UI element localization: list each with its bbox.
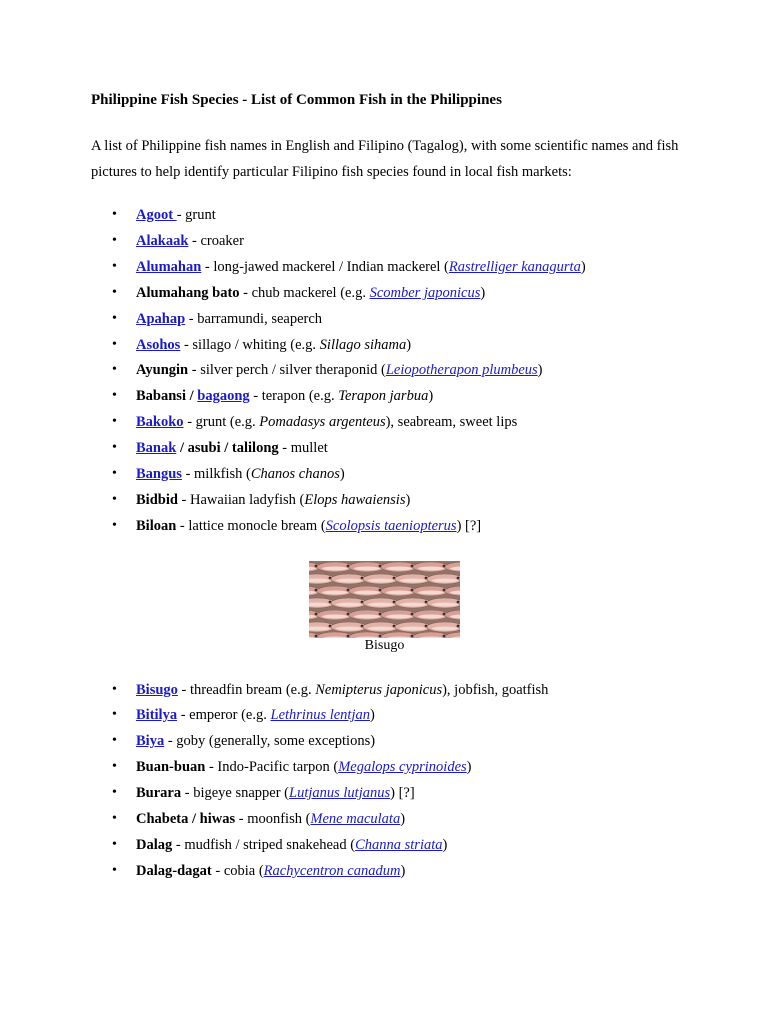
list-item-asohos xyxy=(136,335,411,355)
fish-name-link[interactable]: Apahap xyxy=(136,311,186,327)
fish-name: Dalag xyxy=(136,837,173,853)
fish-name: Ayungin xyxy=(136,362,189,378)
fish-desc: - mullet xyxy=(278,440,328,456)
fish-desc: - long-jawed mackerel / Indian mackerel ( xyxy=(201,259,449,275)
scientific-name: Chanos chanos xyxy=(250,466,340,482)
scientific-name-link[interactable]: Rachycentron canadum xyxy=(263,863,401,879)
fish-desc: - grunt xyxy=(176,207,216,223)
fish-desc: - terapon (e.g. xyxy=(249,388,339,404)
list-item-dalag xyxy=(136,835,447,855)
list-item-alakaak xyxy=(136,231,244,251)
fish-name-link[interactable]: Alumahan xyxy=(136,259,202,275)
fish-name-link[interactable]: Banak xyxy=(136,440,177,456)
list-item-burara xyxy=(136,783,415,803)
list-item-apahap xyxy=(136,309,322,329)
scientific-name: Elops hawaiensis xyxy=(304,492,406,508)
fish-name-alt: / asubi / talilong xyxy=(176,440,279,456)
list-item-babansi xyxy=(136,386,433,406)
fish-desc-tail: ) xyxy=(480,285,486,301)
scientific-name-link[interactable]: Channa striata xyxy=(355,837,443,853)
fish-desc: - Indo-Pacific tarpon ( xyxy=(205,759,339,775)
fish-name-link[interactable]: Bangus xyxy=(136,466,182,482)
list-item-biloan xyxy=(136,516,481,536)
list-item-biya xyxy=(136,731,375,751)
scientific-name: Pomadasys argenteus xyxy=(259,414,386,430)
fish-desc: - milkfish ( xyxy=(181,466,251,482)
fish-desc: - goby (generally, some exceptions) xyxy=(164,733,376,749)
fish-desc-tail: ) xyxy=(406,337,412,353)
fish-name: Chabeta / hiwas xyxy=(136,811,236,827)
scientific-name-link[interactable]: Scolopsis taeniopterus xyxy=(325,518,457,534)
scientific-name-link[interactable]: Mene maculata xyxy=(310,811,401,827)
fish-desc: - grunt (e.g. xyxy=(183,414,260,430)
fish-name: Babansi / xyxy=(136,388,198,404)
fish-desc: - croaker xyxy=(188,233,244,249)
list-item-bisugo xyxy=(136,680,548,700)
fish-name: Buan-buan xyxy=(136,759,206,775)
scientific-name-link[interactable]: Lutjanus lutjanus xyxy=(289,785,391,801)
fish-name: Burara xyxy=(136,785,182,801)
fish-name-link[interactable]: Bisugo xyxy=(136,682,178,698)
fish-desc: - moonfish ( xyxy=(235,811,311,827)
fish-desc: - threadfin bream (e.g. xyxy=(177,682,316,698)
fish-desc: - Hawaiian ladyfish ( xyxy=(177,492,305,508)
fish-desc-tail: ), seabream, sweet lips xyxy=(385,414,518,430)
fish-desc-tail: ) [?] xyxy=(390,785,415,801)
fish-desc: - lattice monocle bream ( xyxy=(176,518,326,534)
list-item-chabeta xyxy=(136,809,405,829)
fish-desc-tail: ) xyxy=(400,811,406,827)
fish-desc: - silver perch / silver theraponid ( xyxy=(188,362,386,378)
fish-desc-tail: ) [?] xyxy=(456,518,482,534)
fish-desc-tail: ) xyxy=(428,388,434,404)
fish-desc-tail: ) xyxy=(537,362,543,378)
fish-name-link[interactable]: Agoot xyxy=(136,207,177,223)
list-item-alumahang-bato xyxy=(136,283,485,303)
fish-name: Biloan xyxy=(136,518,177,534)
photo-caption: Bisugo xyxy=(364,638,405,653)
scientific-name: Sillago sihama xyxy=(319,337,407,353)
page-title: Philippine Fish Species - List of Common Fish in the Philippines xyxy=(91,92,502,108)
fish-desc-tail: ) xyxy=(405,492,411,508)
scientific-name-link[interactable]: Scomber japonicus xyxy=(369,285,481,301)
scientific-name: Terapon jarbua xyxy=(338,388,429,404)
fish-desc-tail: ) xyxy=(442,837,448,853)
fish-desc: - mudfish / striped snakehead ( xyxy=(172,837,356,853)
fish-desc: - cobia ( xyxy=(211,863,264,879)
intro-paragraph: A list of Philippine fish names in English and Filipino (Tagalog), with some scientific names and fish pictures to help identify particular Filipino fish species found in local fish markets: xyxy=(91,138,679,180)
scientific-name-link[interactable]: Rastrelliger kanagurta xyxy=(448,259,581,275)
bisugo-photo xyxy=(309,561,460,638)
fish-name: Bidbid xyxy=(136,492,178,508)
fish-desc-tail: ) xyxy=(580,259,586,275)
fish-name-link[interactable]: Bakoko xyxy=(136,414,184,430)
scientific-name-link[interactable]: Leiopotherapon plumbeus xyxy=(385,362,538,378)
fish-name-link[interactable]: Biya xyxy=(136,733,165,749)
fish-desc-tail: ) xyxy=(370,707,375,723)
list-item-dalag-dagat xyxy=(136,861,405,881)
fish-name-link[interactable]: Asohos xyxy=(136,337,181,353)
fish-desc-tail: ) xyxy=(339,466,345,482)
fish-name: Alumahang bato xyxy=(136,285,240,301)
fish-desc: - emperor (e.g. xyxy=(177,707,271,723)
list-item-ayungin xyxy=(136,360,543,380)
list-item-bitilya xyxy=(136,705,375,725)
list-item-banak xyxy=(136,438,328,458)
fish-desc: - bigeye snapper ( xyxy=(181,785,290,801)
fish-name-link[interactable]: Alakaak xyxy=(136,233,189,249)
fish-name: Dalag-dagat xyxy=(136,863,212,879)
list-item-alumahan xyxy=(136,257,586,277)
fish-desc-tail: ), jobfish, goatfish xyxy=(442,682,549,698)
fish-desc: - sillago / whiting (e.g. xyxy=(180,337,320,353)
fish-desc: - chub mackerel (e.g. xyxy=(239,285,370,301)
fish-desc-tail: ) xyxy=(400,863,406,879)
list-item-bidbid xyxy=(136,490,410,510)
fish-pile-image xyxy=(309,561,460,638)
list-item-bakoko xyxy=(136,412,517,432)
list-item-buan-buan xyxy=(136,757,472,777)
fish-desc: - barramundi, seaperch xyxy=(185,311,323,327)
scientific-name: Nemipterus japonicus xyxy=(315,682,443,698)
fish-name-link[interactable]: bagaong xyxy=(197,388,250,404)
fish-desc-tail: ) xyxy=(466,759,472,775)
fish-name-link[interactable]: Bitilya xyxy=(136,707,178,723)
scientific-name-link[interactable]: Lethrinus lentjan xyxy=(270,707,370,723)
list-item-bangus xyxy=(136,464,345,484)
list-item-agoot xyxy=(136,205,216,225)
scientific-name-link[interactable]: Megalops cyprinoides xyxy=(338,759,467,775)
